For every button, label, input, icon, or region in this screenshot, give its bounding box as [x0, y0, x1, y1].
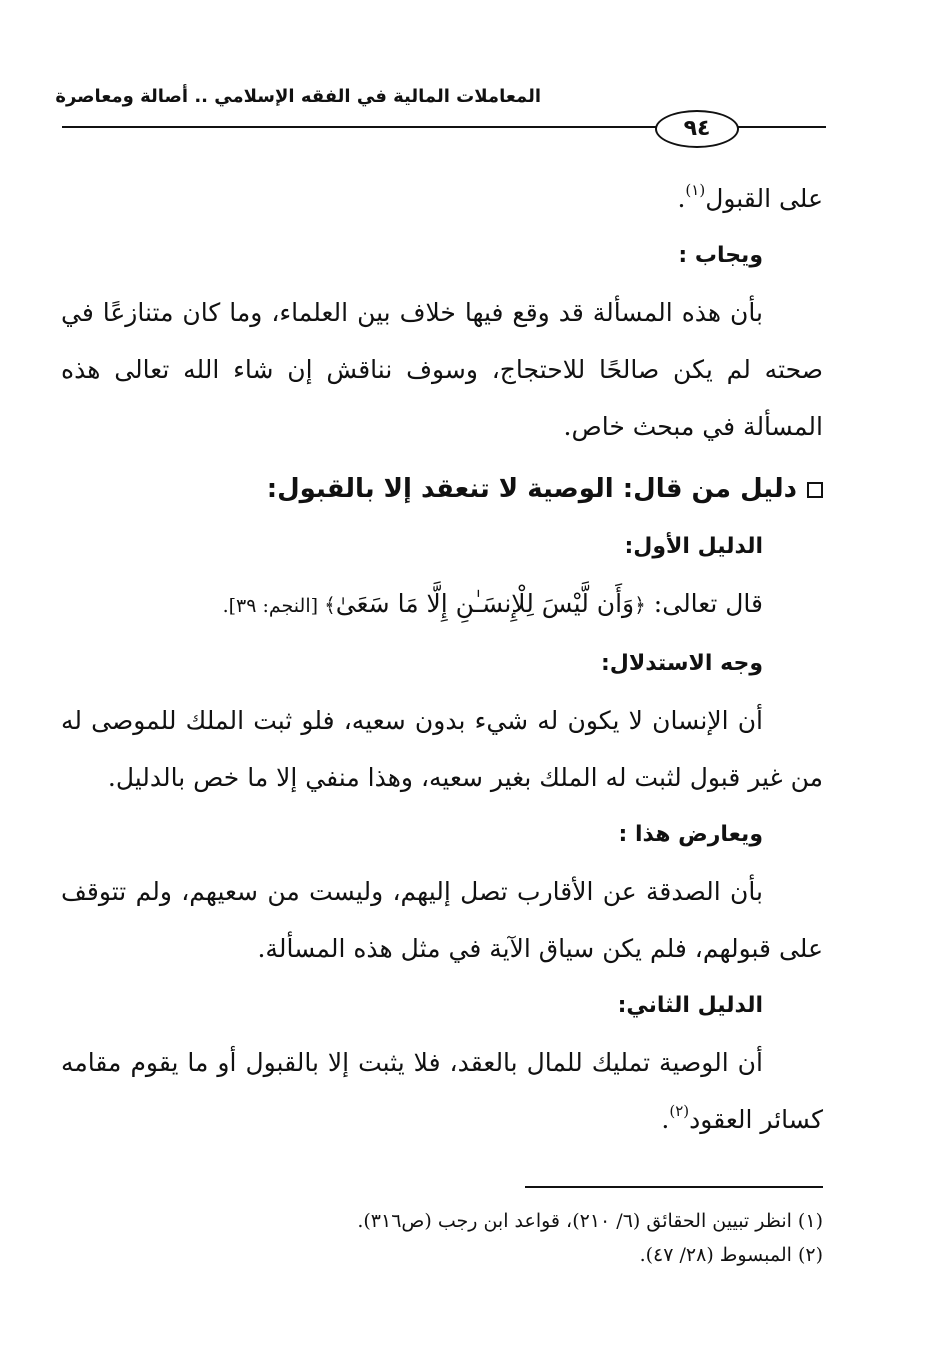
reply-heading: ويجاب : [678, 243, 763, 268]
verse-text: وَأَن لَّيْسَ لِلْإِنسَـٰنِ إِلَّا مَا سَعَىٰ [335, 589, 635, 618]
second-proof-heading: الدليل الثاني: [617, 993, 763, 1018]
verse-citation: [النجم: ٣٩]. [222, 595, 325, 617]
objection-heading: ويعارض هذا : [618, 822, 763, 847]
page-number-text: ٩٤ [683, 116, 711, 141]
verse-close-bracket: ﴾ [324, 593, 336, 617]
footnote-rule [525, 1186, 823, 1188]
footnotes [123, 1204, 823, 1272]
footnote-ref-1: (١) [685, 181, 706, 199]
running-header-title: المعاملات المالية في الفقه الإسلامي .. أصالة ومعاصرة [55, 86, 541, 107]
inference-paragraph: أن الإنسان لا يكون له شيء بدون سعيه، فلو ثبت الملك للموصى له من غير قبول لثبت له الملك بغير سعيه، وهذا منفي إلا ما خص بالدليل. [61, 706, 823, 792]
page-number [655, 110, 739, 148]
reply-paragraph: بأن هذه المسألة قد وقع فيها خلاف بين العلماء، وما كان متنازعًا في صحته لم يكن صالحًا للاحتجاج، وسوف نناقش إن شاء الله تعالى هذه المسألة في مبحث خاص. [61, 298, 823, 441]
second-proof-text: أن الوصية تمليك للمال بالعقد، فلا يثبت إلا بالقبول أو ما يقوم مقامه كسائر العقود [61, 1048, 823, 1134]
continuation-text: على القبول [705, 184, 823, 213]
objection-paragraph: بأن الصدقة عن الأقارب تصل إليهم، وليست من سعيهم، ولم تتوقف على قبولهم، فلم يكن سياق الآية في مثل هذه المسألة. [61, 877, 823, 963]
continuation-line [61, 170, 823, 227]
verse-line [61, 575, 823, 635]
verse-open-bracket: ﴿ [634, 593, 646, 617]
square-bullet-icon [807, 482, 823, 498]
second-proof-end: . [661, 1105, 670, 1134]
footnote-1: (١) انظر تبيين الحقائق (٦/ ٢١٠)، قواعد ابن رجب (ص٣١٦). [357, 1210, 823, 1232]
continuation-end: . [677, 184, 686, 213]
main-text [61, 170, 823, 1148]
first-proof-heading: الدليل الأول: [624, 534, 763, 559]
section-heading [61, 461, 823, 518]
footnote-ref-2: (٢) [669, 1102, 690, 1120]
inference-heading: وجه الاستدلال: [600, 651, 763, 676]
second-proof-paragraph [61, 1034, 823, 1148]
footnote-2: (٢) المبسوط (٢٨/ ٤٧). [639, 1244, 823, 1266]
verse-intro: قال تعالى: [645, 589, 763, 618]
section-heading-text: دليل من قال: الوصية لا تنعقد إلا بالقبول: [266, 474, 797, 504]
